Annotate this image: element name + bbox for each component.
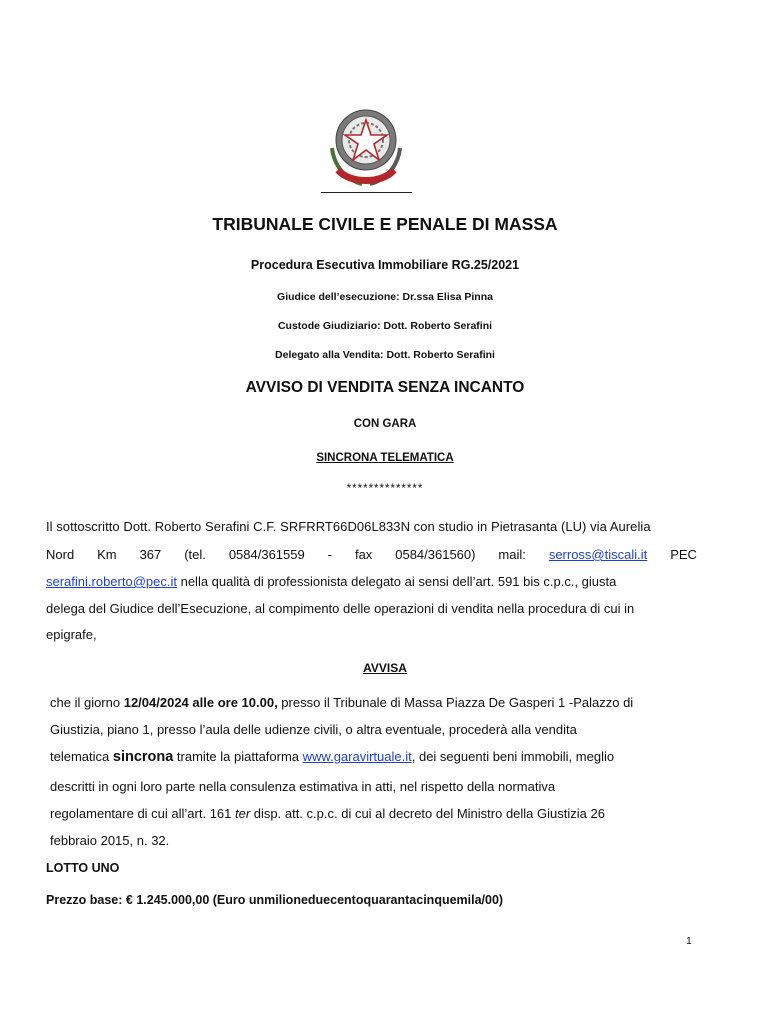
avvisa-line-5	[50, 806, 692, 821]
phone-number: 0584/361559	[228, 547, 305, 562]
custodian-line: Custode Giudiziario: Dott. Roberto Serafini	[277, 320, 493, 332]
lotto-title: LOTTO UNO	[46, 861, 120, 875]
text: presso il Tribunale di Massa Piazza De Gasperi 1 -Palazzo di	[277, 695, 634, 710]
word: Km	[97, 547, 117, 562]
text: disp. att. c.p.c. di cui al decreto del Ministro della Giustizia 26	[250, 806, 605, 821]
avvisa-line-4: descritti in ogni loro parte nella consulenza estimativa in atti, nel rispetto della normativa	[50, 779, 556, 794]
text: tramite la piattaforma	[173, 749, 303, 764]
word: mail:	[498, 547, 526, 562]
procedure-number: Procedura Esecutiva Immobiliare RG.25/2021	[250, 258, 520, 272]
intro-text: nella qualità di professionista delegato ai sensi dell’art. 591 bis c.p.c., giusta	[176, 574, 617, 589]
pec-email-link[interactable]: serafini.roberto@pec.it	[46, 574, 177, 589]
court-title: TRIBUNALE CIVILE E PENALE DI MASSA	[212, 214, 558, 234]
asterisk-separator: **************	[346, 483, 424, 495]
word: 367	[139, 547, 162, 562]
auction-date: 12/04/2024 alle ore 10.00,	[123, 695, 278, 710]
intro-line-5: epigrafe,	[46, 627, 97, 642]
delegate-line: Delegato alla Vendita: Dott. Roberto Serafini	[275, 349, 495, 361]
intro-line-2	[46, 547, 697, 562]
intro-text: Il sottoscritto Dott. Roberto Serafini C.F. SRFRRT66D06L833N con studio in Pietrasanta (LU) via Aurelia	[46, 519, 651, 534]
republic-emblem-icon	[318, 100, 414, 196]
text: telematica	[50, 749, 113, 764]
text: che il giorno	[50, 695, 124, 710]
avvisa-heading: AVVISA	[363, 661, 407, 675]
sincrona-label: SINCRONA TELEMATICA	[316, 452, 454, 464]
intro-line-1	[46, 519, 697, 534]
intro-line-4: delega del Giudice dell’Esecuzione, al compimento delle operazioni di vendita nella procedura di cui in	[46, 601, 635, 616]
text: regolamentare di cui all’art. 161	[50, 806, 235, 821]
text: , dei seguenti beni immobili, meglio	[411, 749, 615, 764]
avvisa-line-1	[50, 695, 692, 710]
word: fax	[354, 547, 373, 562]
page-number: 1	[686, 935, 692, 947]
judge-line: Giudice dell’esecuzione: Dr.ssa Elisa Pinna	[277, 291, 493, 303]
intro-line-3	[46, 574, 697, 589]
emblem-divider	[321, 192, 412, 193]
avvisa-line-3	[50, 749, 692, 765]
ter-word: ter	[235, 806, 251, 821]
base-price: Prezzo base: € 1.245.000,00 (Euro unmilioneduecentoquarantacinquemila/00)	[46, 893, 504, 907]
con-gara-label: CON GARA	[353, 418, 417, 430]
sincrona-word: sincrona	[112, 749, 174, 765]
fax-number: 0584/361560)	[395, 547, 476, 562]
word: (tel.	[184, 547, 206, 562]
pec-label: PEC	[670, 547, 697, 562]
word: -	[327, 547, 333, 562]
word: Nord	[46, 547, 75, 562]
avvisa-line-2: Giustizia, piano 1, presso l’aula delle udienze civili, o altra eventuale, procederà alla vendita	[50, 722, 577, 737]
platform-link[interactable]: www.garavirtuale.it	[302, 749, 412, 764]
email-link[interactable]: serross@tiscali.it	[548, 547, 648, 562]
notice-title: AVVISO DI VENDITA SENZA INCANTO	[245, 379, 525, 396]
avvisa-line-6: febbraio 2015, n. 32.	[50, 833, 170, 848]
